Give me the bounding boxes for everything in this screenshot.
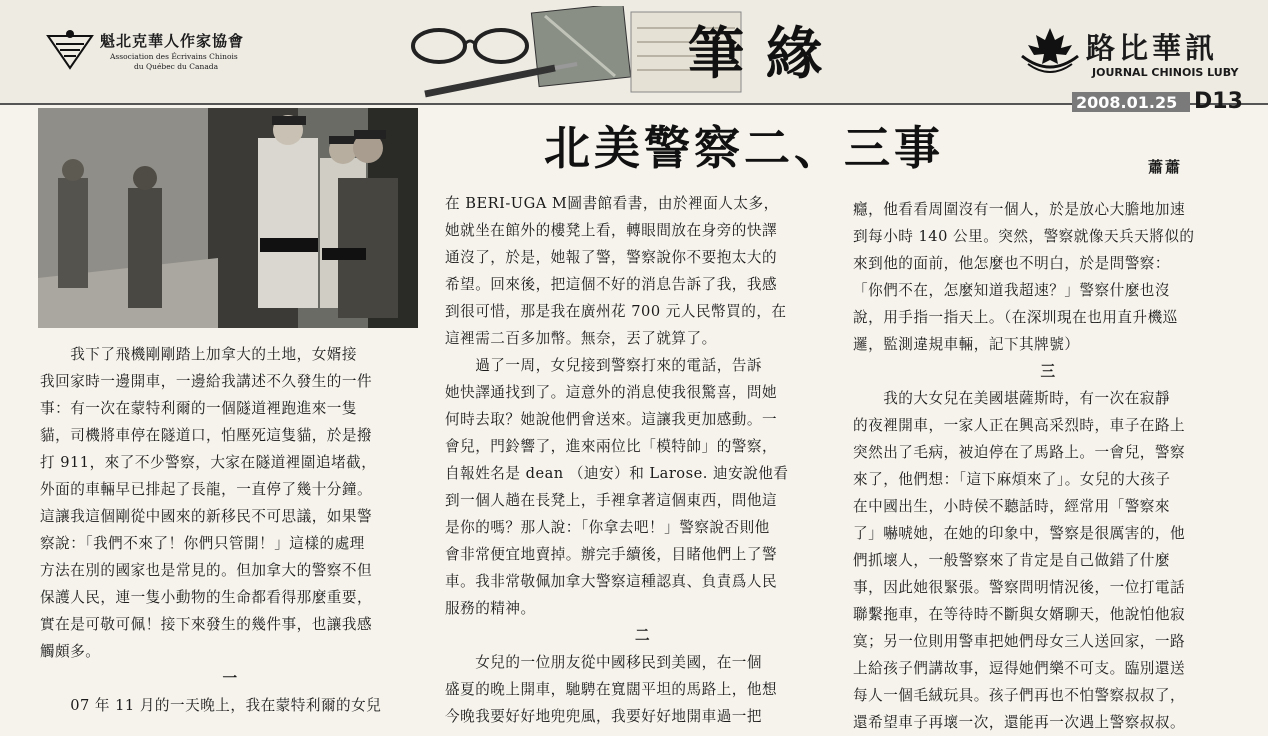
section-heading-2: 二 <box>634 627 651 644</box>
text-line: 自報姓名是 dean （迪安）和 Larose. 迪安說他看 <box>445 465 789 482</box>
text-line: 過了一周，女兒接到警察打來的電話，告訴 <box>445 357 762 374</box>
text-line: 盛夏的晚上開車，馳騁在寬闊平坦的馬路上，他想 <box>445 681 778 698</box>
maple-leaf-logo-icon <box>1018 26 1082 74</box>
text-line: 說，用手指一指天上。（在深圳現在也用直升機巡 <box>853 309 1178 326</box>
text-line: 到每小時 140 公里。突然，警察就像天兵天將似的 <box>853 228 1195 245</box>
section-heading-1: 一 <box>222 670 238 687</box>
text-line: 們抓壞人，一般警察來了肯定是自己做錯了什麼 <box>853 552 1170 569</box>
article-headline: 北美警察二、三事 <box>544 121 944 175</box>
text-line: 每人一個毛絨玩具。孩子們再也不怕警察叔叔了， <box>853 687 1186 704</box>
text-line: 我回家時一邊開車，一邊給我講述不久發生的一件 <box>40 373 373 390</box>
text-line: 女兒的一位朋友從中國移民到美國，在一個 <box>445 654 762 671</box>
text-line: 車。我非常敬佩加拿大警察這種認真、負責爲人民 <box>445 573 778 590</box>
text-line: 我下了飛機剛剛踏上加拿大的土地，女婿接 <box>40 346 357 363</box>
text-line: 事，因此她很緊張。警察問明情況後，一位打電話 <box>853 579 1186 596</box>
text-line: 貓，司機將車停在隧道口，怕壓死這隻貓，於是撥 <box>40 427 373 444</box>
text-line: 我的大女兒在美國堪薩斯時，有一次在寂靜 <box>853 390 1170 407</box>
publication-date: 2008.01.25 <box>1076 93 1178 112</box>
text-line: 她快譯通找到了。這意外的消息使我很驚喜，問她 <box>445 384 778 401</box>
text-line: 打 911，來了不少警察，大家在隧道裡圍追堵截， <box>40 454 377 471</box>
association-logo-icon <box>44 28 96 72</box>
text-line: 事：有一次在蒙特利爾的一個隧道裡跑進來一隻 <box>40 400 357 417</box>
newspaper-name-cn: 路比華訊 <box>1086 31 1219 65</box>
text-line: 察說：「我們不來了！你們只管開！」這樣的處理 <box>40 535 365 552</box>
text-line: 了」嚇唬她，在她的印象中，警察是很厲害的，他 <box>853 525 1186 542</box>
text-line: 外面的車輛早已排起了長龍，一直停了幾十分鐘。 <box>40 481 373 498</box>
article-column-3 <box>853 196 1243 736</box>
text-line: 實在是可敬可佩！接下來發生的幾件事，也讓我感 <box>40 616 373 633</box>
newspaper-name-en: JOURNAL CHINOIS LUBY <box>1092 66 1239 79</box>
text-line: 在中國出生，小時侯不聽話時，經常用「警察來 <box>853 498 1170 515</box>
text-line: 服務的精神。 <box>445 600 536 617</box>
text-line: 方法在別的國家也是常見的。但加拿大的警察不但 <box>40 562 373 579</box>
text-line: 來到他的面前，他怎麼也不明白，於是問警察： <box>853 255 1170 272</box>
text-line: 的夜裡開車，一家人正在興高采烈時，車子在路上 <box>853 417 1186 434</box>
text-line: 來了，他們想：「這下麻煩來了」。女兒的大孩子 <box>853 471 1171 488</box>
text-line: 會非常便宜地賣掉。辦完手續後，目睹他們上了警 <box>445 546 778 563</box>
text-line: 這讓我這個剛從中國來的新移民不可思議，如果警 <box>40 508 373 525</box>
text-line: 通沒了，於是，她報了警，警察說你不要抱太大的 <box>445 249 778 266</box>
text-line: 是你的嗎？那人說：「你拿去吧！」警察說否則他 <box>445 519 770 536</box>
text-line: 到一個人趟在長凳上，手裡拿著這個東西，問他這 <box>445 492 778 509</box>
page-number: D13 <box>1194 89 1243 114</box>
text-line: 希望。回來後，把這個不好的消息告訴了我，我感 <box>445 276 778 293</box>
association-name-fr: Association des Écrivains Chinois <box>110 52 238 61</box>
text-line: 何時去取？她說他們會送來。這讓我更加感動。一 <box>445 411 778 428</box>
text-line: 這裡需二百多加幣。無奈，丟了就算了。 <box>445 330 717 347</box>
text-line: 到很可惜，那是我在廣州花 700 元人民幣買的，在 <box>445 303 787 320</box>
police-officers-photo <box>38 108 418 328</box>
text-line: 會兒，門鈴響了，進來兩位比「模特帥」的警察， <box>445 438 778 455</box>
text-line: 突然出了毛病，被迫停在了馬路上。一會兒，警察 <box>853 444 1186 461</box>
text-line: 在 BERI-UGA M圖書館看書，由於裡面人太多， <box>445 195 779 212</box>
article-column-1 <box>40 341 420 719</box>
text-line: 還希望車子再壞一次，還能再一次遇上警察叔叔。 <box>853 714 1186 731</box>
association-name-cn: 魁北克華人作家協會 <box>100 32 245 50</box>
section-heading-3: 三 <box>1040 363 1056 380</box>
column-title: 筆緣 <box>688 22 844 87</box>
article-author: 蕭蕭 <box>1148 158 1183 176</box>
text-line: 07 年 11 月的一天晚上，我在蒙特利爾的女兒 <box>40 697 382 714</box>
article-column-2 <box>445 190 840 730</box>
association-name-fr-line2: du Québec du Canada <box>134 62 219 71</box>
text-line: 保護人民，連一隻小動物的生命都看得那麼重要， <box>40 589 373 606</box>
text-line: 癮，他看看周圍沒有一個人，於是放心大膽地加速 <box>853 201 1186 218</box>
text-line: 她就坐在館外的樓凳上看，轉眼間放在身旁的快譯 <box>445 222 778 239</box>
text-line: 邏，監測違規車輛，記下其牌號） <box>853 336 1080 353</box>
text-line: 今晚我要好好地兜兜風，我要好好地開車過一把 <box>445 708 762 725</box>
text-line: 觸頗多。 <box>40 643 101 660</box>
text-line: 上給孩子們講故事，逗得她們樂不可支。臨別還送 <box>853 660 1186 677</box>
text-line: 「你們不在，怎麼知道我超速？」警察什麼也沒 <box>853 282 1170 299</box>
text-line: 聯繫拖車，在等待時不斷與女婿聊天，他說怕他寂 <box>853 606 1186 623</box>
text-line: 寞；另一位則用警車把她們母女三人送回家，一路 <box>853 633 1186 650</box>
